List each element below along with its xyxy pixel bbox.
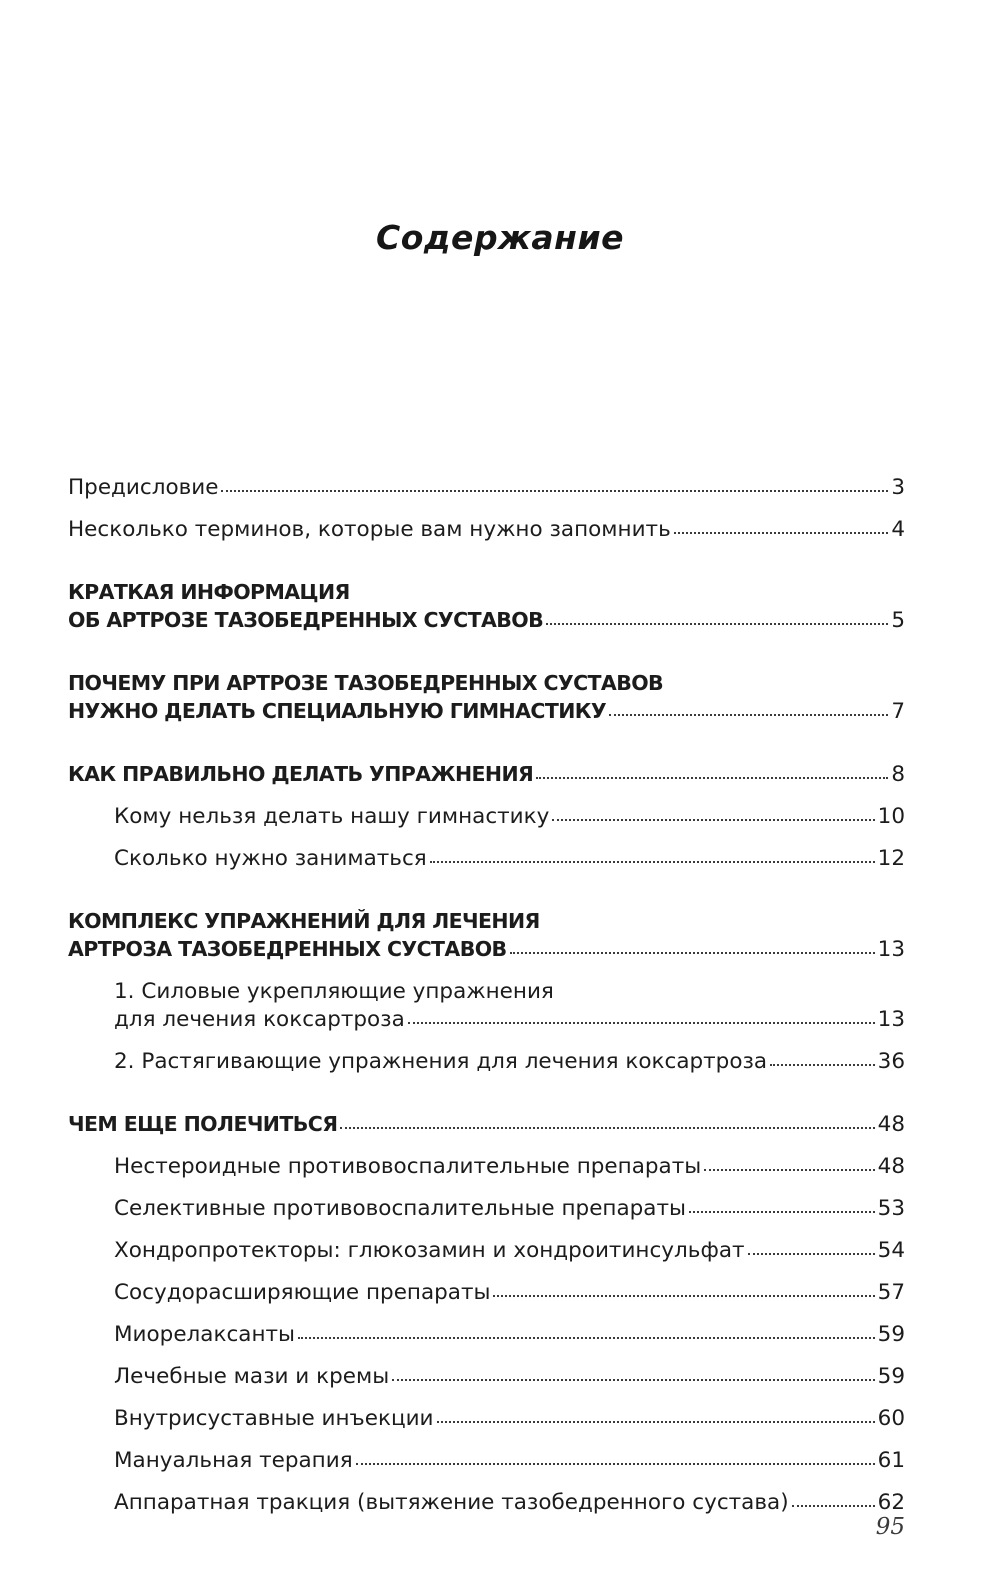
toc-entry-label: Кому нельзя делать нашу гимнастику	[114, 804, 550, 829]
toc-entry-page: 59	[877, 1322, 905, 1347]
toc-entry-vasodilators[interactable]	[114, 1279, 905, 1307]
dot-leader	[408, 1006, 875, 1026]
dot-leader	[340, 1111, 874, 1131]
toc-entry-page: 8	[891, 762, 905, 787]
toc-entry-page: 3	[891, 475, 905, 500]
toc-entry-page: 62	[877, 1490, 905, 1515]
dot-leader	[609, 698, 888, 718]
toc-entry-label: Миорелаксанты	[114, 1322, 296, 1347]
toc-entry-muscle-relaxants[interactable]	[114, 1321, 905, 1349]
toc-entry-page: 4	[891, 517, 905, 542]
toc-entry-page: 48	[877, 1112, 905, 1137]
toc-entry-page: 10	[877, 804, 905, 829]
toc-entry-label: КАК ПРАВИЛЬНО ДЕЛАТЬ УПРАЖНЕНИЯ	[68, 762, 534, 786]
dot-leader	[437, 1405, 875, 1425]
page-number: 95	[875, 1514, 905, 1540]
toc-section-brief-info[interactable]	[68, 578, 905, 635]
toc-entry-label: Несколько терминов, которые вам нужно запомнить	[68, 517, 671, 542]
dot-leader	[510, 936, 875, 956]
dot-leader	[704, 1153, 874, 1173]
toc-entry-page: 13	[877, 1007, 905, 1032]
dot-leader	[392, 1363, 874, 1383]
toc-entry-label: Сосудорасширяющие препараты	[114, 1280, 491, 1305]
toc-entry-traction[interactable]	[114, 1489, 905, 1517]
toc-entry-label: Лечебные мази и кремы	[114, 1364, 390, 1389]
toc-section-how-to-exercise[interactable]	[68, 760, 905, 789]
toc-entry-preface[interactable]	[68, 474, 905, 502]
toc-entry-page: 7	[891, 699, 905, 724]
dot-leader	[689, 1195, 875, 1215]
toc-entry-page: 13	[877, 937, 905, 962]
toc-entry-label-line1: КОМПЛЕКС УПРАЖНЕНИЙ ДЛЯ ЛЕЧЕНИЯ	[68, 909, 540, 933]
toc-entry-label: Хондропротекторы: глюкозамин и хондроитинсульфат	[114, 1238, 745, 1263]
toc-entry-page: 59	[877, 1364, 905, 1389]
toc-entry-label: Аппаратная тракция (вытяжение тазобедренного сустава)	[114, 1490, 789, 1515]
toc-entry-label: Предисловие	[68, 475, 219, 500]
toc-entry-label-line1: ПОЧЕМУ ПРИ АРТРОЗЕ ТАЗОБЕДРЕННЫХ СУСТАВОВ	[68, 671, 664, 695]
toc-entry-label: Нестероидные противовоспалительные препараты	[114, 1154, 702, 1179]
toc-entry-label: для лечения коксартроза	[114, 1007, 405, 1032]
toc-section-exercise-complex[interactable]	[68, 907, 905, 964]
dot-leader	[536, 761, 888, 781]
toc-entry-page: 36	[877, 1049, 905, 1074]
toc-entry-label: 2. Растягивающие упражнения для лечения коксартроза	[114, 1049, 768, 1074]
toc-section-other-treatment[interactable]	[68, 1110, 905, 1139]
toc-entry-label: Сколько нужно заниматься	[114, 846, 427, 871]
toc-entry-terms[interactable]	[68, 516, 905, 544]
toc-entry-nsaids[interactable]	[114, 1153, 905, 1181]
toc-entry-label: НУЖНО ДЕЛАТЬ СПЕЦИАЛЬНУЮ ГИМНАСТИКУ	[68, 699, 607, 723]
toc-entry-label: Внутрисуставные инъекции	[114, 1406, 434, 1431]
toc-entry-page: 53	[877, 1196, 905, 1221]
toc-entry-page: 48	[877, 1154, 905, 1179]
toc-entry-label-line1: 1. Силовые укрепляющие упражнения	[114, 979, 554, 1004]
toc-entry-page: 54	[877, 1238, 905, 1263]
toc-entry-label: Селективные противовоспалительные препараты	[114, 1196, 686, 1221]
toc-entry-injections[interactable]	[114, 1405, 905, 1433]
toc-entry-chondroprotectors[interactable]	[114, 1237, 905, 1265]
toc-entry-label-line1: КРАТКАЯ ИНФОРМАЦИЯ	[68, 580, 350, 604]
toc-section-why-gymnastics[interactable]	[68, 669, 905, 726]
toc-entry-label: ОБ АРТРОЗЕ ТАЗОБЕДРЕННЫХ СУСТАВОВ	[68, 608, 544, 632]
toc-entry-label: АРТРОЗА ТАЗОБЕДРЕННЫХ СУСТАВОВ	[68, 937, 507, 961]
dot-leader	[748, 1237, 875, 1257]
toc-entry-strength-exercises[interactable]	[114, 978, 905, 1034]
dot-leader	[356, 1447, 875, 1467]
dot-leader	[546, 607, 888, 627]
toc-entry-page: 60	[877, 1406, 905, 1431]
toc-entry-duration[interactable]	[114, 845, 905, 873]
toc-entry-label: ЧЕМ ЕЩЕ ПОЛЕЧИТЬСЯ	[68, 1112, 338, 1136]
toc-entry-page: 61	[877, 1448, 905, 1473]
dot-leader	[430, 845, 875, 865]
page-title: Содержание	[376, 218, 624, 257]
toc-entry-ointments[interactable]	[114, 1363, 905, 1391]
dot-leader	[674, 516, 889, 536]
toc-entry-label: Мануальная терапия	[114, 1448, 353, 1473]
toc-entry-manual-therapy[interactable]	[114, 1447, 905, 1475]
dot-leader	[792, 1489, 875, 1509]
toc-entry-page: 57	[877, 1280, 905, 1305]
table-of-contents	[68, 474, 905, 1517]
toc-entry-contraindications[interactable]	[114, 803, 905, 831]
toc-entry-page: 12	[877, 846, 905, 871]
toc-entry-selective-nsaids[interactable]	[114, 1195, 905, 1223]
dot-leader	[552, 803, 874, 823]
dot-leader	[770, 1048, 875, 1068]
dot-leader	[298, 1321, 875, 1341]
dot-leader	[493, 1279, 874, 1299]
toc-entry-page: 5	[891, 608, 905, 633]
dot-leader	[221, 474, 888, 494]
toc-entry-stretching-exercises[interactable]	[114, 1048, 905, 1076]
